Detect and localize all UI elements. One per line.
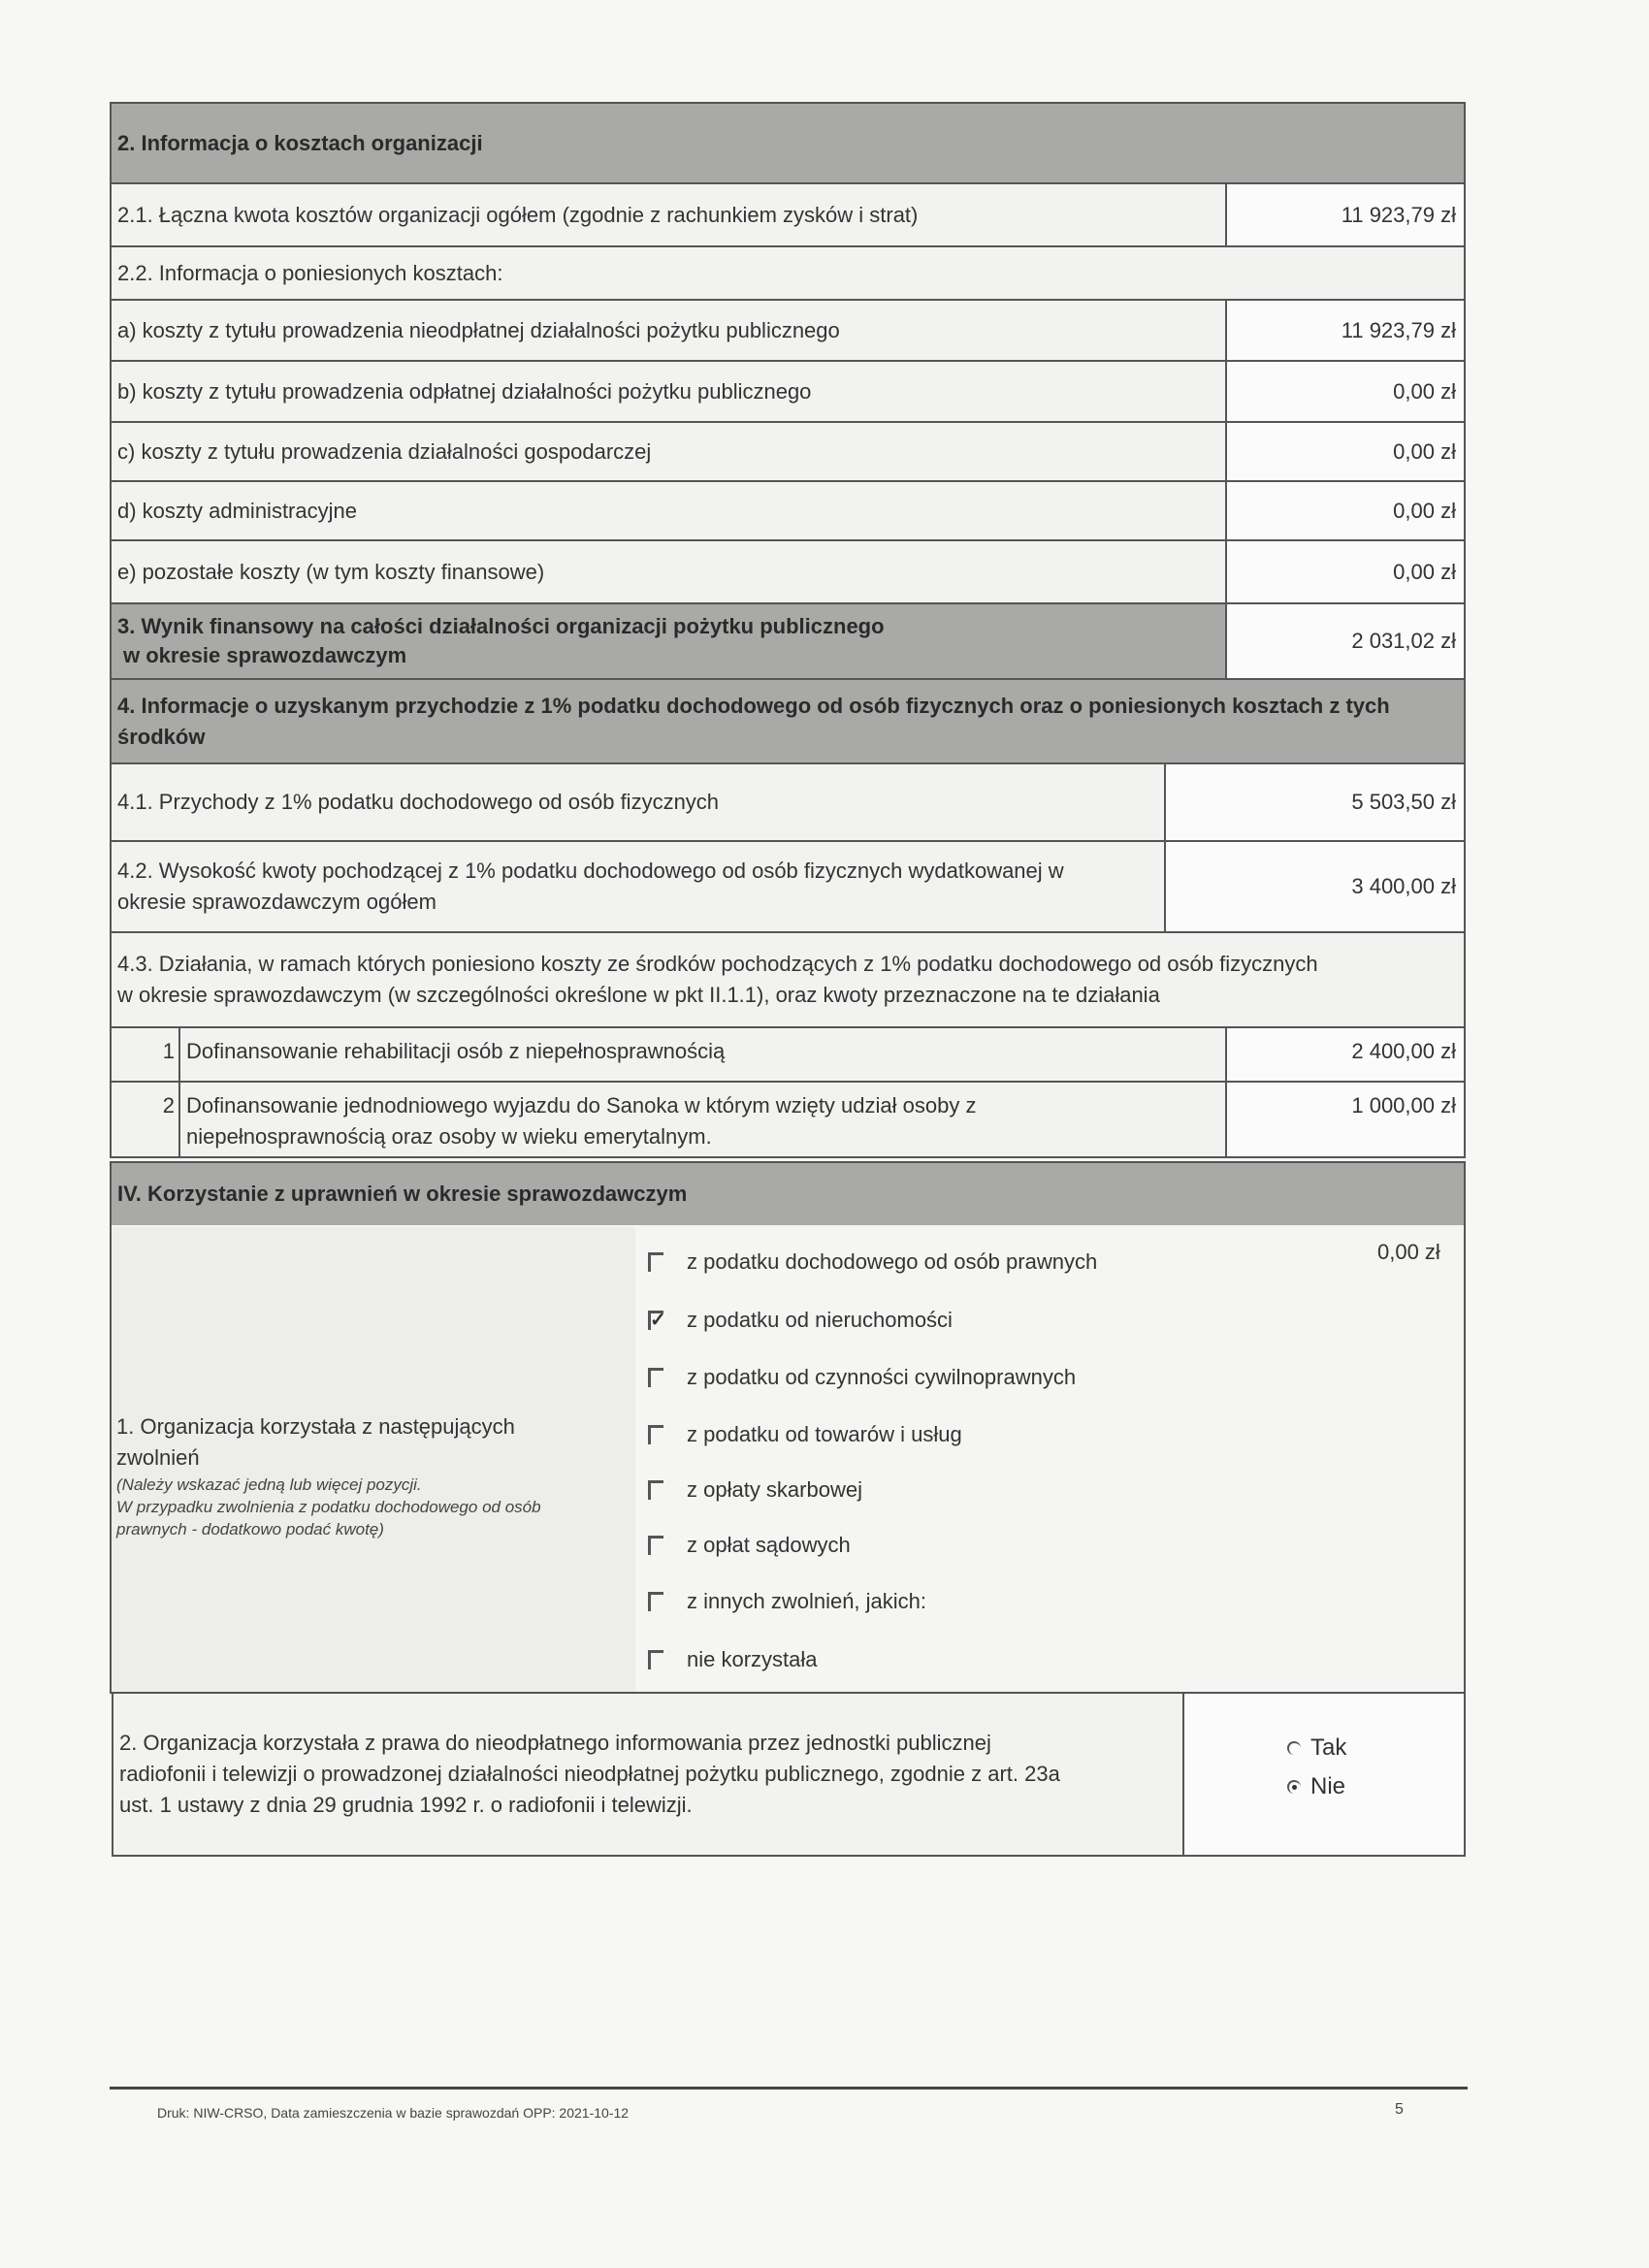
cost-value-cell-b (1225, 360, 1466, 423)
activity-number: 1 (162, 1039, 175, 1063)
exemption-label: z innych zwolnień, jakich: (687, 1589, 927, 1613)
section-4-title-line1: 4. Informacje o uzyskanym przychodzie z 1% podatku dochodowego od osób fizycznych oraz o poniesionych kosztach z tych (117, 693, 1390, 718)
checkbox-icon[interactable] (648, 1480, 663, 1500)
free-broadcast-question-line3: ust. 1 ustawy z dnia 29 grudnia 1992 r. o radiofonii i telewizji. (119, 1793, 693, 1817)
cost-value-cell-a (1225, 299, 1466, 362)
cost-value: 0,00 zł (1393, 559, 1456, 584)
exemptions-question-line1: 1. Organizacja korzystała z następujących (116, 1414, 515, 1439)
financial-result-value-cell (1225, 602, 1466, 680)
activity-description-line1: Dofinansowanie jednodniowego wyjazdu do Sanoka w którym wzięty udział osoby z (186, 1093, 977, 1118)
radio-unselected-icon[interactable] (1287, 1741, 1301, 1755)
cost-value: 11 923,79 zł (1341, 317, 1456, 342)
cost-label: e) pozostałe koszty (w tym koszty finansowe) (117, 559, 545, 584)
exemption-option-cit[interactable] (648, 1247, 1097, 1278)
activity-amount: 2 400,00 zł (1351, 1039, 1456, 1063)
financial-result-label-line2: w okresie sprawozdawczym (123, 643, 407, 667)
costs-info-label: 2.2. Informacja o poniesionych kosztach: (117, 260, 503, 285)
exemptions-note-line3: prawnych - dodatkowo podać kwotę) (116, 1520, 384, 1539)
footer-print-info: Druk: NIW-CRSO, Data zamieszczenia w bazie sprawozdań OPP: 2021-10-12 (157, 2105, 630, 2121)
cost-value: 0,00 zł (1393, 498, 1456, 523)
cost-label: b) koszty z tytułu prowadzenia odpłatnej działalności pożytku publicznego (117, 378, 812, 404)
radio-option-nie[interactable] (1287, 1767, 1346, 1806)
total-costs-label-cell (110, 182, 1227, 247)
cost-row-d (110, 480, 1227, 541)
checkbox-checked-icon[interactable] (648, 1311, 663, 1330)
activity-number-cell (110, 1026, 180, 1083)
exemption-option-property-tax[interactable] (648, 1305, 953, 1336)
free-broadcast-question-line2: radiofonii i telewizji o prowadzonej działalności nieodpłatnej pożytku publicznego, zgodnie z art. 23a (119, 1762, 1060, 1786)
page-number: 5 (1395, 2101, 1404, 2118)
cost-value-cell-c (1225, 421, 1466, 482)
exemption-option-stamp-duty[interactable] (648, 1474, 862, 1506)
section-4-header (110, 678, 1466, 764)
activity-description-line2: niepełnosprawnością oraz osoby w wieku emerytalnym. (186, 1124, 712, 1149)
income-1pct-label-cell (110, 762, 1166, 842)
exemptions-question-line2: zwolnień (116, 1445, 200, 1470)
exemption-option-other[interactable] (648, 1586, 926, 1617)
activity-description-cell (178, 1081, 1227, 1158)
checkbox-icon[interactable] (648, 1650, 663, 1669)
checkbox-icon[interactable] (648, 1425, 663, 1444)
section-4-title-line2: środków (117, 724, 206, 749)
exemption-label: nie korzystała (687, 1647, 818, 1671)
financial-result-label-line1: 3. Wynik finansowy na całości działalności organizacji pożytku publicznego (117, 614, 885, 638)
activity-number-cell (110, 1081, 180, 1158)
section-2-header (110, 102, 1466, 184)
section-2-title: 2. Informacja o kosztach organizacji (117, 130, 483, 155)
exemption-label: z podatku dochodowego od osób prawnych (687, 1249, 1098, 1274)
spent-1pct-label-line2: okresie sprawozdawczym ogółem (117, 890, 436, 914)
checkbox-icon[interactable] (648, 1252, 663, 1272)
exemptions-note-line1: (Należy wskazać jedną lub więcej pozycji. (116, 1475, 422, 1494)
checkbox-icon[interactable] (648, 1536, 663, 1555)
cost-row-e (110, 539, 1227, 604)
checkbox-icon[interactable] (648, 1592, 663, 1611)
exemptions-question (116, 1411, 621, 1540)
cost-row-c (110, 421, 1227, 482)
financial-result-value: 2 031,02 zł (1351, 629, 1456, 653)
cit-exemption-amount: 0,00 zł (1377, 1240, 1440, 1264)
spent-1pct-label-line1: 4.2. Wysokość kwoty pochodzącej z 1% podatku dochodowego od osób fizycznych wydatkowanej w (117, 859, 1064, 883)
activity-description: Dofinansowanie rehabilitacji osób z niepełnosprawnością (186, 1039, 726, 1063)
activity-amount: 1 000,00 zł (1351, 1093, 1456, 1118)
financial-result-label-cell (110, 602, 1227, 680)
radio-option-tak[interactable] (1287, 1729, 1346, 1767)
cost-label: c) koszty z tytułu prowadzenia działalności gospodarczej (117, 438, 652, 464)
total-costs-value: 11 923,79 zł (1341, 202, 1456, 227)
cost-value: 0,00 zł (1393, 378, 1456, 404)
exemptions-note-line2: W przypadku zwolnienia z podatku dochodowego od osób (116, 1498, 541, 1516)
cost-label: a) koszty z tytułu prowadzenia nieodpłatnej działalności pożytku publicznego (117, 317, 840, 342)
activity-amount-cell (1225, 1026, 1466, 1083)
activity-number: 2 (162, 1093, 175, 1118)
cost-value-cell-e (1225, 539, 1466, 604)
radio-label: Tak (1310, 1734, 1347, 1761)
costs-info-label-cell (110, 245, 1466, 301)
income-1pct-value: 5 503,50 zł (1351, 790, 1456, 814)
section-iv-title: IV. Korzystanie z uprawnień w okresie sprawozdawczym (117, 1182, 688, 1206)
cost-label: d) koszty administracyjne (117, 498, 357, 523)
exemption-label: z opłat sądowych (687, 1533, 851, 1557)
cost-value: 0,00 zł (1393, 438, 1456, 464)
exemption-option-court-fees[interactable] (648, 1530, 851, 1561)
spent-1pct-value-cell (1164, 840, 1466, 933)
activities-label-line2: w okresie sprawozdawczym (w szczególności określone w pkt II.1.1), oraz kwoty przeznaczone na te działania (117, 983, 1160, 1007)
total-costs-label: 2.1. Łączna kwota kosztów organizacji ogółem (zgodnie z rachunkiem zysków i strat) (117, 202, 919, 227)
exemption-option-vat[interactable] (648, 1419, 962, 1450)
free-broadcast-answer-cell (1182, 1692, 1466, 1857)
free-broadcast-question-line1: 2. Organizacja korzystała z prawa do nieodpłatnego informowania przez jednostki publicznej (119, 1731, 991, 1755)
cost-value-cell-d (1225, 480, 1466, 541)
activity-amount-cell (1225, 1081, 1466, 1158)
cost-row-a (110, 299, 1227, 362)
exemption-label: z podatku od czynności cywilnoprawnych (687, 1365, 1077, 1389)
exemption-option-civil-law-tax[interactable] (648, 1362, 1076, 1393)
total-costs-value-cell (1225, 182, 1466, 247)
activity-description-cell (178, 1026, 1227, 1083)
free-broadcast-question-cell (112, 1692, 1184, 1857)
exemption-option-none[interactable] (648, 1644, 818, 1675)
spent-1pct-label-cell (110, 840, 1166, 933)
activities-label-line1: 4.3. Działania, w ramach których poniesiono koszty ze środków pochodzących z 1% podatku dochodowego od osób fizycznych (117, 952, 1318, 976)
exemption-label: z podatku od towarów i usług (687, 1422, 962, 1446)
activities-label-cell (110, 931, 1466, 1028)
exemption-label: z opłaty skarbowej (687, 1477, 862, 1502)
exemption-label: z podatku od nieruchomości (687, 1308, 953, 1332)
footer-divider (110, 2087, 1468, 2090)
cost-row-b (110, 360, 1227, 423)
checkbox-icon[interactable] (648, 1368, 663, 1387)
radio-selected-icon[interactable] (1287, 1780, 1301, 1794)
radio-label: Nie (1310, 1773, 1346, 1799)
spent-1pct-value: 3 400,00 zł (1351, 874, 1456, 898)
income-1pct-label: 4.1. Przychody z 1% podatku dochodowego od osób fizycznych (117, 790, 720, 814)
income-1pct-value-cell (1164, 762, 1466, 842)
section-iv-header (110, 1161, 1466, 1227)
